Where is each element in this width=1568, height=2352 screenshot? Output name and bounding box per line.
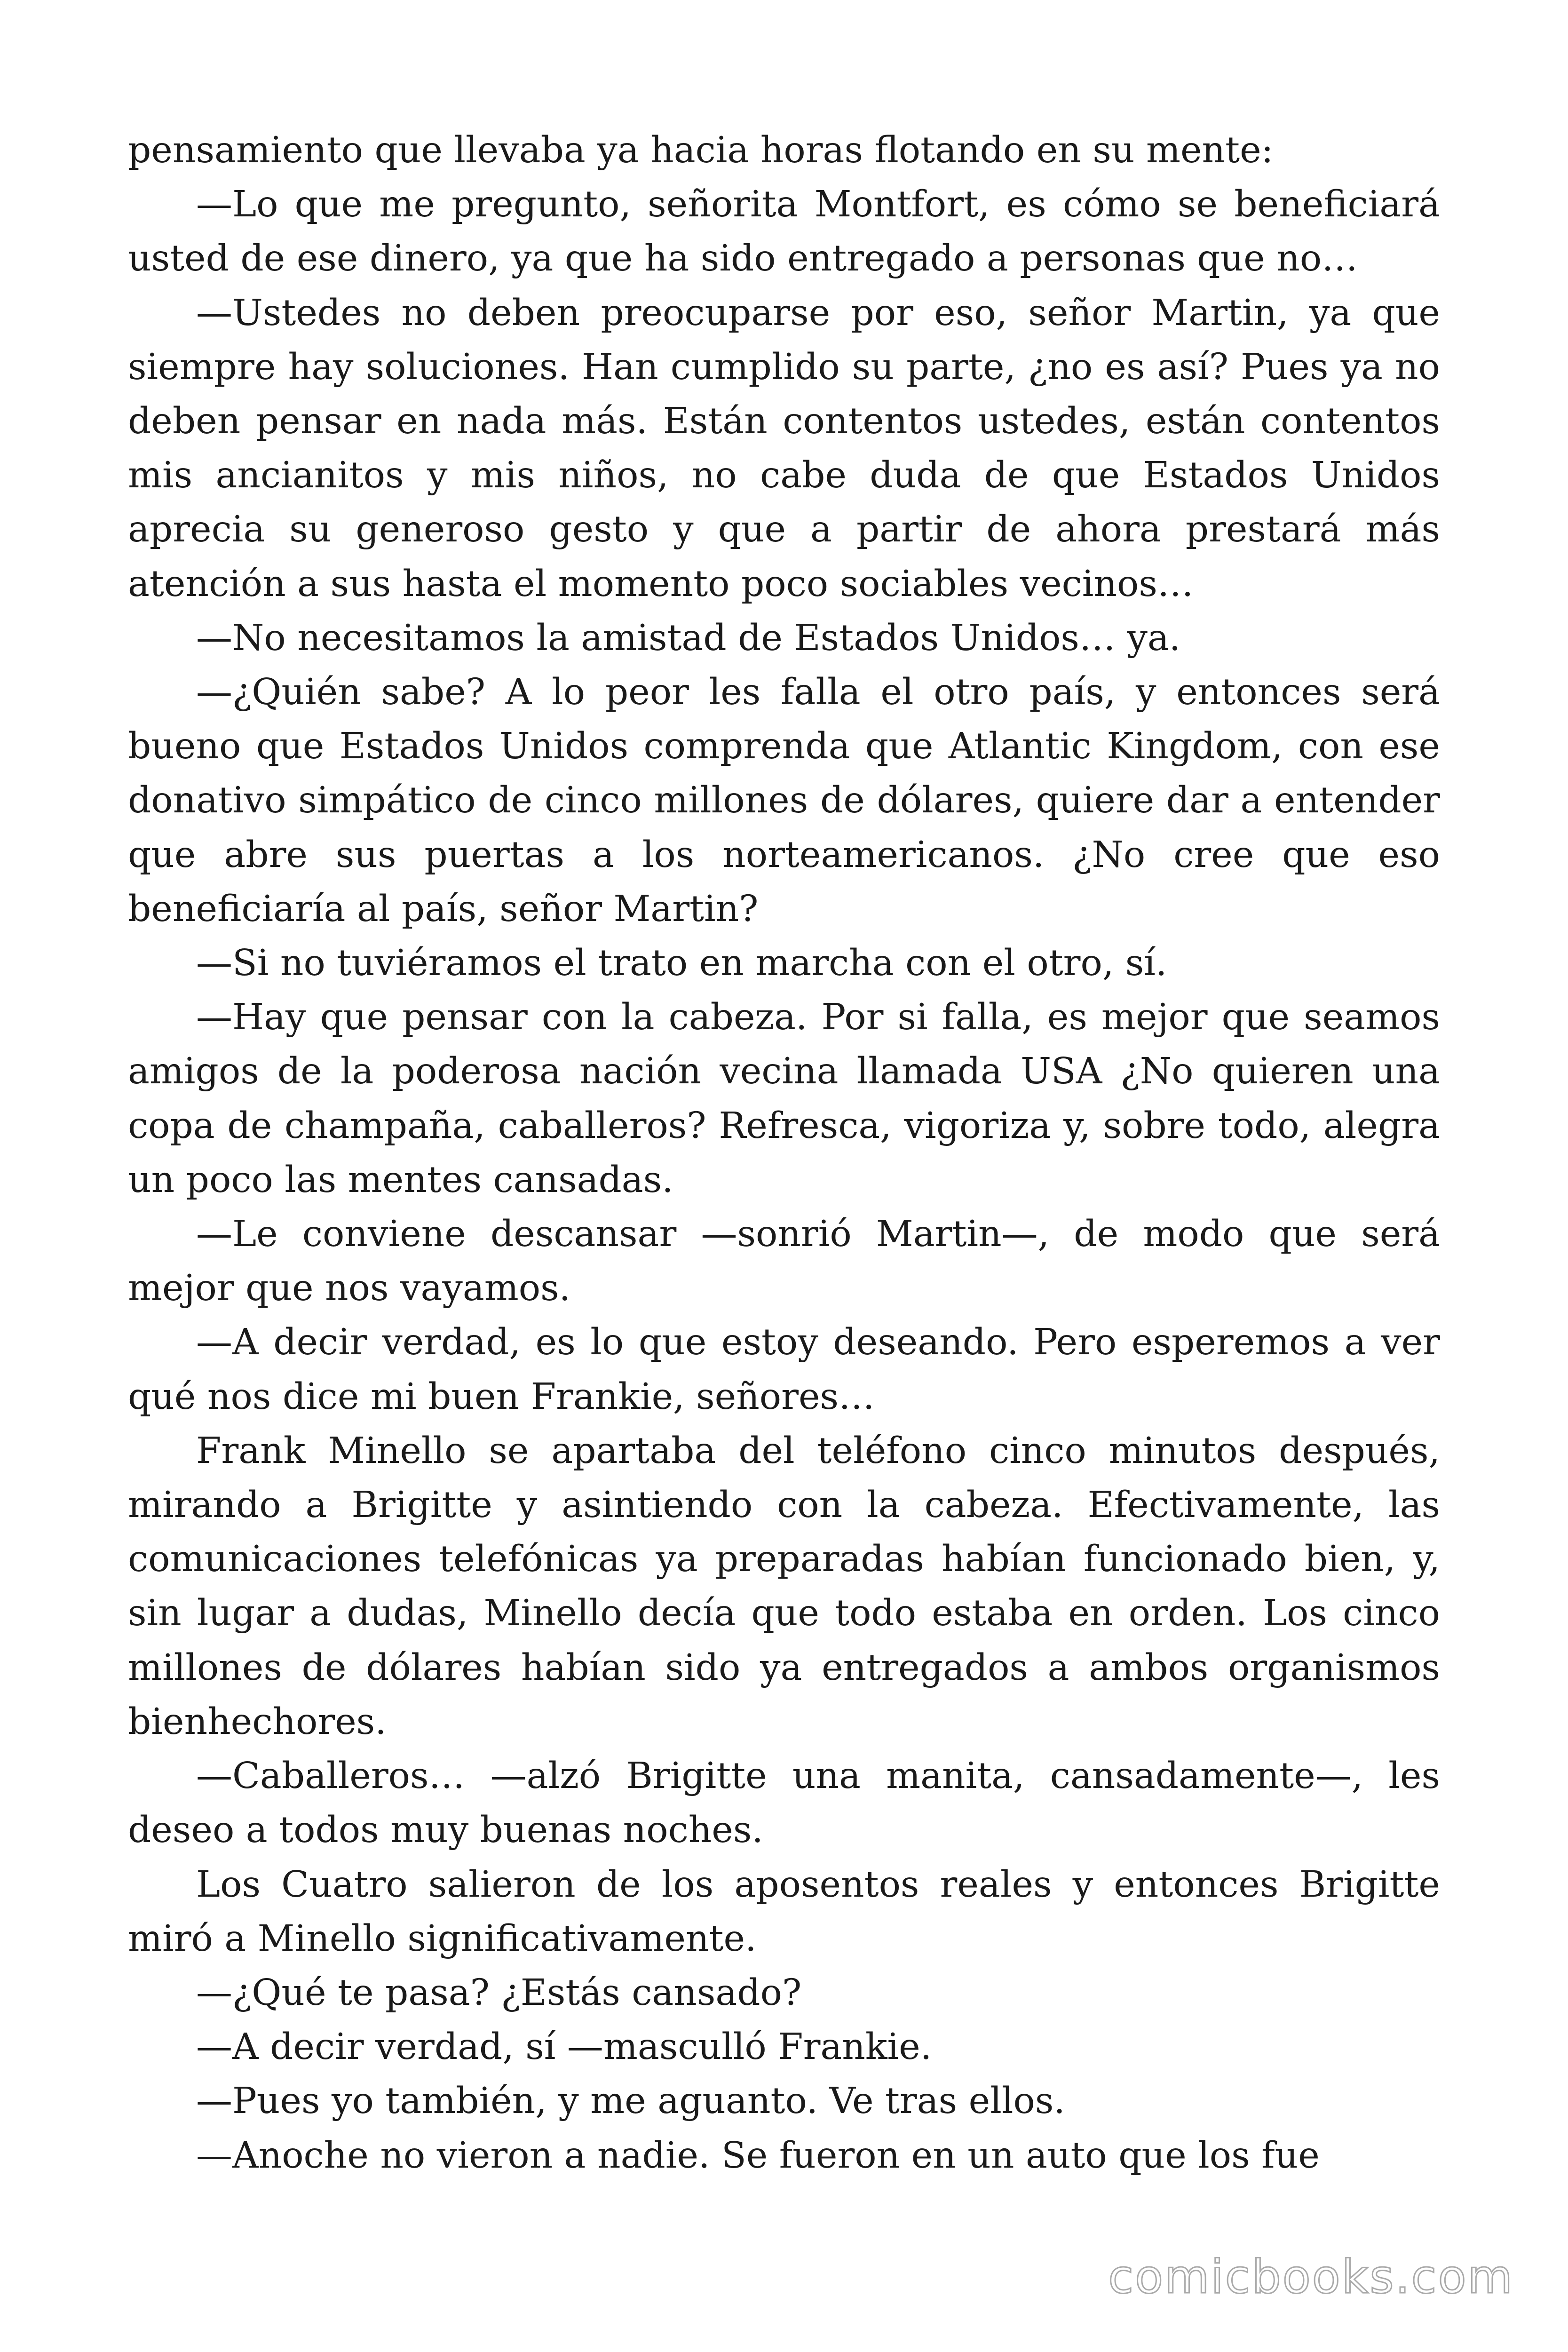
paragraph: —No necesitamos la amistad de Estados Unidos… ya. xyxy=(196,617,1181,659)
paragraph: —¿Qué te pasa? ¿Estás cansado? xyxy=(196,1971,802,2014)
paragraph: Frank Minello se apartaba del teléfono cinco minutos después, mirando a Brigitte y asintiendo con la cabeza. Efectivamente, las comunicaciones telefónicas ya preparadas habían funcionado bien, y, sin lugar a dudas, Minello decía que todo estaba en orden. Los cinco millones de dólares habían sido ya entregados a ambos organismos bienhechores. xyxy=(128,1430,1440,1743)
paragraph: —A decir verdad, es lo que estoy deseando. Pero esperemos a ver qué nos dice mi buen Frankie, señores… xyxy=(128,1321,1440,1418)
page-body xyxy=(128,123,1440,2183)
paragraph: Los Cuatro salieron de los aposentos reales y entonces Brigitte miró a Minello significativamente. xyxy=(128,1863,1440,1960)
paragraph: —¿Quién sabe? A lo peor les falla el otro país, y entonces será bueno que Estados Unidos comprenda que Atlantic Kingdom, con ese donativo simpático de cinco millones de dólares, quiere dar a entender que abre sus puertas a los norteamericanos. ¿No cree que eso beneficiaría al país, señor Martin? xyxy=(128,671,1440,930)
paragraph: —Lo que me pregunto, señorita Montfort, es cómo se beneficiará usted de ese dinero, ya que ha sido entregado a personas que no… xyxy=(128,183,1440,280)
paragraph: —Ustedes no deben preocuparse por eso, señor Martin, ya que siempre hay soluciones. Han cumplido su parte, ¿no es así? Pues ya no deben pensar en nada más. Están contentos ustedes, están contentos mis ancianitos y mis niños, no cabe duda de que Estados Unidos aprecia su generoso gesto y que a partir de ahora prestará más atención a sus hasta el momento poco sociables vecinos… xyxy=(128,292,1440,605)
paragraph: —Pues yo también, y me aguanto. Ve tras ellos. xyxy=(196,2080,1065,2122)
watermark: comicbooks.com xyxy=(1108,2250,1514,2304)
paragraph: —A decir verdad, sí —masculló Frankie. xyxy=(196,2026,932,2068)
paragraph: pensamiento que llevaba ya hacia horas flotando en su mente: xyxy=(128,129,1274,171)
paragraph: —Si no tuviéramos el trato en marcha con el otro, sí. xyxy=(196,942,1167,985)
paragraph: —Le conviene descansar —sonrió Martin—, de modo que será mejor que nos vayamos. xyxy=(128,1213,1440,1310)
paragraph: —Hay que pensar con la cabeza. Por si falla, es mejor que seamos amigos de la poderosa nación vecina llamada USA ¿No quieren una copa de champaña, caballeros? Refresca, vigoriza y, sobre todo, alegra un poco las mentes cansadas. xyxy=(128,996,1440,1201)
paragraph: —Caballeros… —alzó Brigitte una manita, cansadamente—, les deseo a todos muy buenas noches. xyxy=(128,1755,1440,1851)
paragraph: —Anoche no vieron a nadie. Se fueron en un auto que los fue xyxy=(196,2134,1320,2177)
